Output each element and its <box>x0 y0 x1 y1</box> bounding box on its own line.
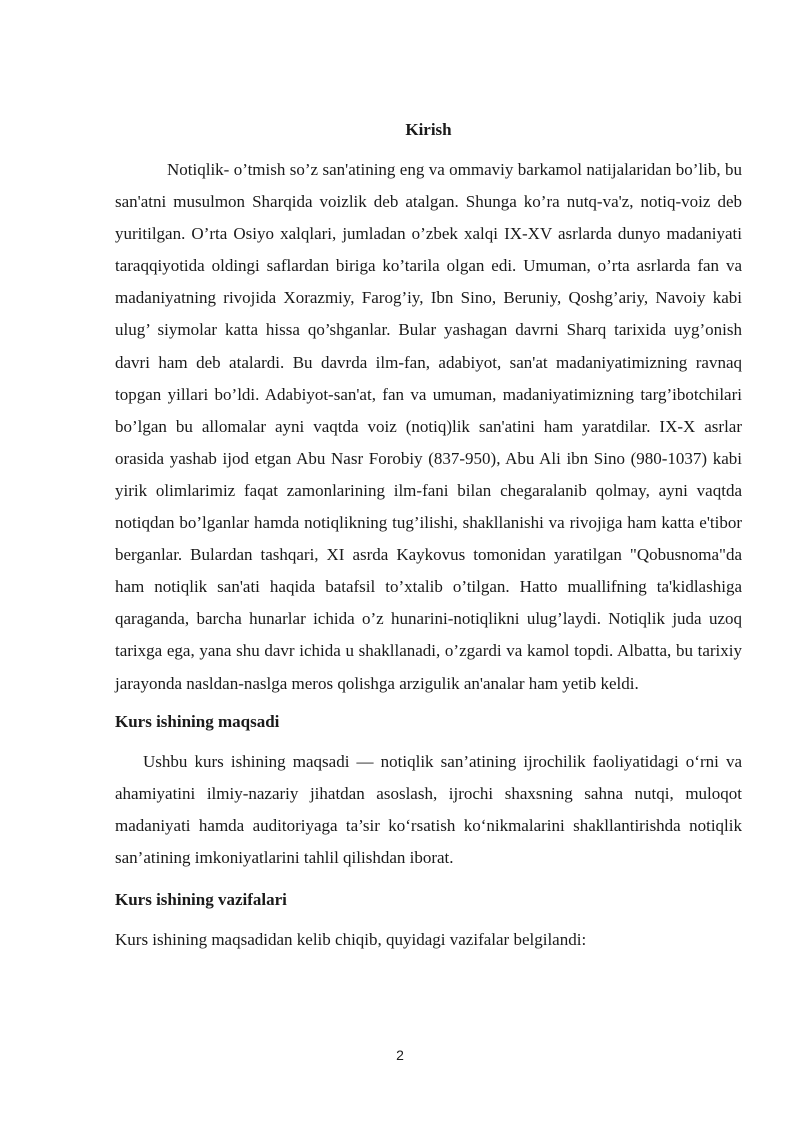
page-title: Kirish <box>405 120 452 139</box>
goal-paragraph: Ushbu kurs ishining maqsadi — notiqlik san’atining ijrochilik faoliyatidagi o‘rni va ahamiyatini ilmiy-nazariy jihatdan asoslash, ijrochi shaxsning sahna nutqi, muloqot madaniyati hamda auditoriyaga ta’sir ko‘rsatish ko‘nikmalarini shakllantirishda notiqlik san’atining imkoniyatlarini tahlil qilishdan iborat. <box>115 751 742 867</box>
tasks-heading: Kurs ishining vazifalari <box>115 889 287 909</box>
page-number: 2 <box>396 1047 404 1063</box>
document-page <box>115 118 742 956</box>
tasks-intro-paragraph: Kurs ishining maqsadidan kelib chiqib, quyidagi vazifalar belgilandi: <box>115 929 587 949</box>
intro-paragraph: Notiqlik- o’tmish so’z san'atining eng va ommaviy barkamol natijalaridan bo’lib, bu san'atni musulmon Sharqida voizlik deb atalgan. Shunga ko’ra nutq-va'z, notiq-voiz deb yuritilgan. O’rta Osiyo xalqlari, jumladan o’zbek xalqi IX-XV asrlarda dunyo madaniyati taraqqiyotida oldingi saflardan biriga ko’tarila olgan edi. Umuman, o’rta asrlarda fan va madaniyatning rivojida Xorazmiy, Farog’iy, Ibn Sino, Beruniy, Qoshg’ariy, Navoiy kabi ulug’ siymolar katta hissa qo’shganlar. Bular yashagan davrni Sharq tarixida uyg’onish davri ham deb atalardi. Bu davrda ilm-fan, adabiyot, san'at madaniyatimizning ravnaq topgan yillari bo’ldi. Adabiyot-san'at, fan va umuman, madaniyatimizning targ’ibotchilari bo’lgan bu allomalar ayni vaqtda voiz (notiq)lik san'atini ham yaratdilar. IX-X asrlar orasida yashab ijod etgan Abu Nasr Forobiy (837-950), Abu Ali ibn Sino (980-1037) kabi yirik olimlarimiz faqat zamonlarining ilm-fani bilan chegaralanib qolmay, ayni vaqtda notiqdan bo’lganlar hamda notiqlikning tug’ilishi, shakllanishi va rivojiga ham katta e'tibor berganlar. Bulardan tashqari, XI asrda Kaykovus tomonidan yaratilgan "Qobusnoma"da ham notiqlik san'ati haqida batafsil to’xtalib o’tilgan. Hatto muallifning ta'kidlashiga qaraganda, barcha hunarlar ichida o’z hunarini-notiqlikni ulug’laydi. Notiqlik juda uzoq tarixga ega, yana shu davr ichida u shakllanadi, o’zgardi va kamol topdi. Albatta, bu tarixiy jarayonda nasldan-naslga meros qolishga arzigulik an'analar ham yetib keldi. <box>115 160 742 693</box>
goal-heading: Kurs ishining maqsadi <box>115 711 280 731</box>
